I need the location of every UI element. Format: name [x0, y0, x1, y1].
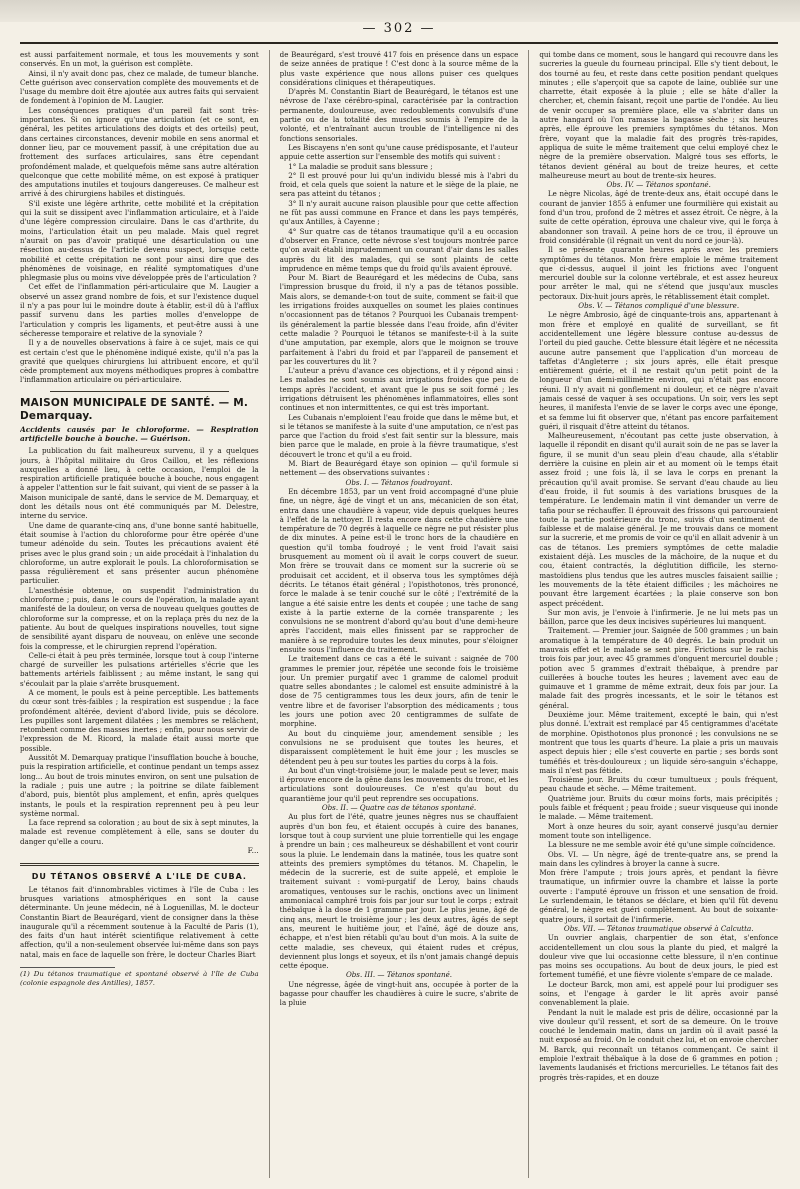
paragraph: Au bout du cinquième jour, amendement sensible ; les convulsions ne se produisent que toutes les heures, et disparaissent complètement le huit ème jour ; les muscles se détendent peu à peu sur toutes les parties du corps à la fois.: [279, 728, 519, 766]
paragraph: 1° La maladie se produit sans blessure ;: [288, 161, 433, 171]
paragraph: 2° Il est prouvé pour lui qu'un individu blessé mis à l'abri du froid, et cela quels que soient la nature et le siège de la plaie, ne sera pas atteint du tétanos ;: [279, 170, 519, 199]
footnote: (1) Du tétanos traumatique et spontané observé à l'île de Cuba (colonie espagnole des Antilles), 1857.: [20, 970, 259, 987]
paragraph: 3° Il n'y aurait aucune raison plausible pour que cette affection ne fût pas aussi commune en France et dans les pays tempérés, qu'aux Antilles, à Cayenne ;: [279, 198, 519, 227]
paragraph: Mort à onze heures du soir, ayant conservé jusqu'au dernier moment toute son intelligence.: [539, 821, 779, 840]
paragraph: Il se présente quarante heures après avec les premiers symptômes du tétanos. Mon frère emploie le même traitement que ci-dessus, auquel il joint les frictions avec l'onguent mercuriel double sur la colonne vertébrale, et est assez heureux pour arrêter le mal, qui ne s'étend que jusqu'aux muscles pectoraux. Dix-huit jours après, le rétablissement était complet.: [539, 245, 779, 301]
paragraph: Pendant la nuit le malade est pris de délire, occasionné par la vive douleur qu'il ressent, et sort de sa demeure. On le trouve couché le lendemain matin, dans un jardin où il avait passé la nuit exposé au froid. On le conduit chez lui, et on envoie chercher M. Barck, qui reconnaît un tétanos commençant. Ce saint il emploie l'extrait thébaïque à la dose de 6 grammes en potion ; lavements laudanisés et frictions mercurielles. Le tétanos fait des progrès très-rapides, et en douze: [539, 1007, 779, 1082]
section-divider: [20, 863, 259, 866]
section-divider: [50, 391, 229, 392]
paragraph: Celle-ci était à peu près terminée, lorsque tout à coup l'interne chargé de surveiller les pulsations artérielles s'écrie que les battements artériels faiblissent ; au même instant, le sang qui s'écoulait par la plaie s'arrête brusquement.: [20, 650, 259, 688]
paragraph: Le nègre Ambrosio, âgé de cinquante-trois ans, appartenant à mon frère et employé en qualité de surveillant, se fit accidentellement une légère blessure contuse au-dessus de l'orteil du pied gauche. Cette blessure était légère et ne nécessita aucune autre pansement que l'application d'un morceau de taffetas d'Angleterre ; six jours après, elle était presque entièrement guérie, et il ne restait qu'un petit point de la longueur d'un demi-millimètre environ, qui n'était pas encore réuni. Il n'y avait ni gonflement ni douleur, et ce nègre n'avait jamais cessé de vaquer à ses occupations. Un soir, vers les sept heures, il manifesta l'envie de se laver le corps avec une éponge, et sa femme lui fit observer que, n'étant pas encore parfaitement guéri, il risquait d'être atteint du tétanos.: [539, 310, 779, 431]
observation-heading: Obs. V. — Tétanos compliqué d'une blessure.: [578, 301, 740, 311]
page-number: — 302 —: [362, 21, 436, 36]
paragraph: Pour M. Biart de Beaurégard et les médecins de Cuba, sans l'impression brusque du froid, il n'y a pas de tétanos possible. Mais alors, se demande-t-on tout de suite, comment se fait-il que les irrigations froides auxquelles on soumet les plaies continues n'occasionnent pas de tétanos ? Pourquoi les Cubanais trempent-ils généralement la partie blessée dans l'eau froide, afin d'éviter cette maladie ? Pourquoi le tétanos se manifeste-t-il à la suite d'une amputation, par exemple, alors que le moignon se trouve parfaitement à l'abri du froid et par l'appareil de pansement et par les couvertures du lit ?: [279, 273, 519, 366]
paragraph: Les Cubanais n'emploient l'eau froide que dans le même but, et si le tétanos se manifeste à la suite d'une amputation, ce n'est pas parce que l'action du froid s'est fait sentir sur la blessure, mais bien parce que le malade, en proie à la fièvre traumatique, s'est découvert le tronc et qu'il a eu froid.: [279, 412, 519, 459]
column-1: [20, 50, 259, 1178]
footnote-rule: [20, 967, 115, 968]
section-title-tetanos: DU TÉTANOS OBSERVÉ A L'ILE DE CUBA.: [31, 872, 247, 882]
paragraph: Au bout d'un vingt-troisième jour, le malade peut se lever, mais il éprouve encore de la gêne dans les mouvements du tronc, et les articulations sont douloureuses. Ce n'est qu'au bout du quarantième jour qu'il peut reprendre ses occupations.: [279, 765, 519, 803]
paragraph: Cet effet de l'inflammation péri-articulaire que M. Laugier a observé un assez grand nombre de fois, et sur l'existence duquel il n'y a pas pour lui le moindre doute à établir, est-il dû à l'afflux passif survenu dans les parties molles d'enveloppe de l'articulation y compris les ligaments, et peut-être aussi à une sécheresse temporaire et relative de la synoviale ?: [20, 282, 259, 338]
observation-inline-heading: Obs. VI. — Un nègre, âgé de trente-quatre ans, se prend la main dans les cylindres à broyer la canne à sucre.: [539, 849, 779, 868]
paragraph: L'auteur a prévu d'avance ces objections, et il y répond ainsi : Les malades ne sont soumis aux irrigations froides que peu de temps après l'accident, et avant que le pus se soit formé ; les irrigations détruisent les phénomènes inflammatoires, elles sont continues et non intermittentes, ce qui est très important.: [279, 366, 519, 413]
observation-heading: Obs. II. — Quatre cas de tétanos spontané.: [321, 803, 477, 813]
paragraph: Traitement. — Premier jour. Saignée de 500 grammes ; un bain aromatique à la température de 40 degrés. Le bain produit un mauvais effet et le malade se sent pire. Frictions sur le rachis trois fois par jour, avec 45 grammes d'onguent mercuriel double ; potion avec 5 grammes d'extrait thébaïque, à prendre par cuillerées à bouche toutes les heures ; lavement avec eau de guimauve et 1 gramme de même extrait, deux fois par jour. La malade fait des progrès incessants, et le soir le tétanos est général.: [539, 626, 779, 710]
column-2: [280, 50, 519, 1178]
paragraph: 4° Sur quatre cas de tétanos traumatique qu'il a eu occasion d'observer en France, cette névrose s'est toujours montrée parce qu'on avait établi imprudemment un courant d'air dans les salles auprès du lit des malades, qui se sont plaints de cette imprudence en même temps que du froid qu'ils avaient éprouvé.: [279, 226, 519, 273]
paragraph: Une dame de quarante-cinq ans, d'une bonne santé habituelle, était soumise à l'action du chloroforme pour être opérée d'une tumeur adénoïde du sein. Toutes les précautions avaient été prises avec le plus grand soin ; un aide procédait à l'inhalation du chloroforme, un autre explorait le pouls. La chloroformisation se passa régulièrement et sans présenter aucun phénomène particulier.: [20, 520, 259, 586]
paragraph: Les Biscayens n'en sont qu'une cause prédisposante, et l'auteur appuie cette assertion sur l'ensemble des motifs qui suivent :: [279, 142, 519, 162]
paragraph: Le nègre Nicolas, âgé de trente-deux ans, était occupé dans le courant de janvier 1855 à enfumer une fourmilière qui existait au fond d'un trou, profond de 2 mètres et assez étroit. Ce nègre, à la suite de cette opération, éprouva une chaleur vive, qui le força à abandonner son travail. A peine hors de ce trou, il éprouve un froid considérable (il régnait un vent du nord ce jour-là).: [539, 189, 779, 245]
paragraph: de Beaurégard, s'est trouvé 417 fois en présence dans un espace de seize années de pratique ! C'est donc à la source même de la plus vaste expérience que nous allons puiser ces quelques considérations cliniques et thérapeutiques.: [279, 50, 519, 87]
paragraph: Une négresse, âgée de vingt-huit ans, occupée à porter de la bagasse pour chauffer les chaudières à cuire le sucre, s'abrite de la pluie: [279, 979, 519, 1008]
paragraph: La blessure ne me semble avoir été qu'une simple coïncidence.: [547, 840, 776, 850]
text-columns: [20, 50, 778, 1178]
paragraph: A ce moment, le pouls est à peine perceptible. Les battements du cœur sont très-faibles ; la respiration est suspendue ; la face profondément altérée, devient d'abord livide, puis se décolore. Les pupilles sont largement dilatées ; les membres se relâchent, retombent comme des masses inertes ; enfin, pour nous servir de l'expression de M. Ricord, la malade était aussi morte que possible.: [20, 688, 259, 753]
section-subtitle: Accidents causés par le chloroforme. — Respiration artificielle bouche à bouche. — Guérison.: [20, 424, 259, 443]
column-separator: [269, 50, 270, 1178]
section-title-maison: MAISON MUNICIPALE DE SANTÉ. — M. Demarquay.: [20, 396, 249, 422]
paragraph: Troisième jour. Bruits du cœur tumultueux ; pouls fréquent, peau chaude et sèche. — Même traitement.: [539, 775, 779, 794]
paragraph: Deuxième jour. Même traitement, excepté le bain, qui n'est plus donné. L'extrait est remplacé par 45 centigrammes d'acétate de morphine. Opisthotonos plus prononcé ; les convulsions ne se montrent que tous les quarts d'heure. La plaie a pris un mauvais aspect depuis hier ; elle s'est couverte en partie ; ses bords sont tuméfiés et très-douloureux ; un liquide séro-sanguin s'échappe, mais il n'est pas fétide.: [539, 710, 779, 775]
paragraph: Aussitôt M. Demarquay pratique l'insufflation bouche à bouche, puis la respiration artificielle, et continue pendant un temps assez long... Au bout de trois minutes environ, on sent une pulsation de la radiale ; puis une autre ; la poitrine se dilate faiblement d'abord, puis, bientôt plus amplement, et enfin, après quelques instants, le pouls et la respiration reprennent peu à peu leur système normal.: [20, 753, 259, 818]
paragraph: M. Biart de Beaurégard étaye son opinion — qu'il formule si nettement — des observations suivantes :: [279, 459, 519, 478]
observation-heading: Obs. I. — Tétanos foudroyant.: [345, 477, 453, 487]
paragraph: La face reprend sa coloration ; au bout de six à sept minutes, la malade est revenue complètement à elle, sans se douter du danger qu'elle a couru.: [20, 818, 259, 846]
paragraph: Les conséquences pratiques d'un pareil fait sont très-importantes. Si on ignore qu'une articulation (et ce sont, en général, les petites articulations des doigts et des orteils) peut, dans certaines circonstances, devenir mobile en sens anormal et donner lieu, par ce mouvement passif, à une crépitation due au frottement des surfaces articulaires, sans être cependant profondément malade, et quelquefois même sans autre altération quelconque que cette mobilité même, on est exposé à pratiquer des amputations inutiles et toujours dangereuses. Ce malheur est arrivé à des chirurgiens habiles et distingués.: [20, 105, 259, 199]
paragraph: Mon frère l'ampute ; trois jours après, et pendant la fièvre traumatique, un infirmier ouvre la chambre et laisse la porte ouverte : l'amputé éprouve un frisson et une sensation de froid. Le surlendemain, le tétanos se déclare, et bien qu'il fût devenu général, le nègre est guéri complètement. Au bout de soixante-quatre jours, il sortait de l'infirmerie.: [539, 868, 779, 924]
paragraph: Malheureusement, n'écoutant pas cette juste observation, à laquelle il répondit en disant qu'il aurait soin de ne pas se laver la figure, il se munit d'un seau plein d'eau chaude, alla s'établir derrière la cuisine en plein air et au moment où le temps était assez froid ; une fois là, il se lava le corps en prenant la précaution qu'il avait promise. Se servant d'eau chaude au lieu d'eau froide, il fut soumis à des variations brusques de la température. Le lendemain matin il vint demander un verre de tafia pour se réchauffer. Il éprouvait des frissons qui parcouraient toute la partie postérieure du tronc, suivis d'un sentiment de faiblesse et de malaise général. Je me trouvais dans ce moment sur la sucrerie, et me promis de voir ce qu'il en allait advenir à un cas de tétanos. Les premiers symptômes de cette maladie existaient déjà. Les muscles de la mâchoire, de la nuque et du cou, étaient contractés, la déglutition difficile, les sterno-mastoïdiens plus tendus que les autres muscles faisaient saillie ; les mouvements de la tête étaient difficiles ; les mâchoires ne pouvant être largement écartées ; la plaie conserve son bon aspect précédent.: [539, 431, 779, 608]
paragraph: L'anesthésie obtenue, on suspendit l'administration du chloroforme ; puis, dans le cours de l'opération, la malade ayant manifesté de la douleur, on versa de nouveau quelques gouttes de chloroforme sur la compresse, et on la replaça près du nez de la patiente. Au bout de quelques inspirations nouvelles, tout signe de sensibilité ayant disparu de nouveau, on enlève une seconde fois la compresse, et le chirurgien reprend l'opération.: [20, 585, 259, 651]
paragraph: D'après M. Constantin Biart de Beaurégard, le tétanos est une névrose de l'axe cérébro-spinal, caractérisée par la contraction permanente, douloureuse, avec redoublements convulsifs d'une partie ou de la totalité des muscles soumis à l'empire de la volonté, et n'entraînant aucun trouble de l'intelligence ni des fonctions sensoriales.: [279, 87, 519, 143]
paragraph: Le tétanos fait d'innombrables victimes à l'île de Cuba : les brusques variations atmosphériques en sont la cause déterminante. Un jeune médecin, né à Loguenillas, M. le docteur Constantin Biart de Beaurégard, vient de consigner dans la thèse inaugurale qu'il a récemment soutenue à la Faculté de Paris (1), des faits d'un haut intérêt scientifique relativement à cette affection, qu'il a non-seulement observée lui-même dans son pays natal, mais en face de laquelle son frère, le docteur Charles Biart: [20, 884, 259, 959]
observation-heading: Obs. IV. — Tétanos spontané.: [606, 180, 711, 190]
column-separator: [528, 50, 529, 1178]
paragraph: En décembre 1853, par un vent froid accompagné d'une pluie fine, un nègre, âgé de vingt et un ans, mécanicien de son état, entra dans une chaudière à vapeur, vide depuis quelques heures à l'effet de la nettoyer. Il resta encore dans cette chaudière une température de 70 degrés à laquelle ce nègre ne put résister plus de dix minutes. A peine est-il le tronc hors de la chaudière en question qu'il tomba foudroyé ; le vent froid l'avait saisi brusquement au moment où il avait le corps couvert de sueur. Mon frère se trouvait dans ce moment sur la sucrerie où se produisait cet accident, et il observa tous les symptômes déjà décrits. Le tétanos était général ; l'opisthotonos, très prononcé, force le malade à se tenir couché sur le côté ; l'extrémité de la langue a été saisie entre les dents et coupée ; une tache de sang existe à la partie externe de la cornée transparente ; les convulsions ne se montrent d'abord qu'au bout d'une demi-heure après l'accident, mais elles finissent par se rapprocher de manière à se reproduire toutes les deux minutes, pour s'éloigner ensuite sous l'influence du traitement.: [279, 486, 519, 654]
page-header: [20, 12, 778, 44]
paragraph: Il y a de nouvelles observations à faire à ce sujet, mais ce qui est certain c'est que le phénomène indiqué existe, qu'il n'a pas la gravité que quelques chirurgiens lui attribuent encore, et qu'il cède promptement aux moyens méthodiques propres à combattre l'inflammation articulaire ou péri-articulaire.: [20, 338, 259, 385]
paragraph: Sur mon avis, je l'envoie à l'infirmerie. Je ne lui mets pas un bâillon, parce que les deux incisives supérieures lui manquent.: [539, 607, 779, 627]
observation-heading: Obs. III. — Tétanos spontané.: [345, 970, 453, 980]
paragraph: Le docteur Barck, mon ami, est appelé pour lui prodiguer ses soins, et l'engage à garder le lit après avoir pansé convenablement la plaie.: [539, 979, 779, 1008]
paragraph: Le traitement dans ce cas a été le suivant : saignée de 700 grammes le premier jour, répétée une seconde fois le troisième jour. Un premier purgatif avec 1 gramme de calomel produit quatre selles abondantes ; le calomel est ensuite administré à la dose de 75 centigrammes tous les deux jours, afin de tenir le ventre libre et de favoriser l'absorption des médicaments ; tous les jours une potion avec 20 centigrammes de sulfate de morphine.: [279, 654, 519, 729]
paragraph: Un ouvrier anglais, charpentier de son état, s'enfonce accidentellement un clou sous la plante du pied, et malgré la douleur vive que lui occasionne cette blessure, il n'en continue pas moins ses occupations. Au bout de deux jours, le pied est fortement tuméfié, et une fièvre violente s'empare de ce malade.: [539, 933, 779, 980]
column-3: [539, 50, 778, 1178]
paragraph: S'il existe une légère arthrite, cette mobilité et la crépitation qui la suit se dissipent avec l'inflammation articulaire, et à l'aide d'une légère compression circulaire. Dans le cas d'arthrite, du moins, l'articulation était un peu malade. Mais quel regret n'aurait on pas d'avoir pratiqué une désarticulation ou une résection au-dessus de l'article devenu suspect, lorsque cette mobilité et cette crépitation ne sont pour ainsi dire que des phénomènes de voisinage, en réalité symptomatiques d'une phlegmasie plus ou moins vive développée près de l'articulation ?: [20, 198, 259, 283]
paragraph: Au plus fort de l'été, quatre jeunes nègres nus se chauffaient auprès d'un bon feu, et étaient occupés à cuire des bananes, lorsque tout à coup survient une pluie torrentielle qui les engage à prendre un bain ; ces malheureux se déshabillent et vont courir sous la pluie. Le lendemain dans la matinée, tous les quatre sont atteints des premiers symptômes du tétanos. M. Chapelin, le médecin de la sucrerie, est de suite appelé, et emploie le traitement suivant : vomi-purgatif de Leroy, bains chauds aromatiques, ventouses sur le rachis, onctions avec un liniment ammoniacal camphré trois fois par jour sur tout le corps ; extrait thébaïque à la dose de 1 gramme par jour. Le plus jeune, âgé de cinq ans, meurt le troisième jour ; les deux autres, âgés de sept ans, meurent le huitième jour, et l'aîné, âgé de douze ans, échappe, et n'est bien rétabli qu'au bout d'un mois. A la suite de cette maladie, ses cheveux, qui étaient rudes et crépus, deviennent plus longs et soyeux, et ils n'ont jamais changé depuis cette époque.: [279, 812, 519, 971]
paragraph: qui tombe dans ce moment, sous le hangard qui recouvre dans les sucreries la gueule du fourneau principal. Elle s'y tient debout, le dos tourné au feu, et reste dans cette position pendant quelques minutes ; elle s'aperçoit que sa capote de laine, oubliée sur une charrette, était exposée à la pluie ; elle se hâte d'aller la chercher, et, chemin faisant, reçoit une partie de l'ondée. Au lieu de venir occuper sa première place, elle va s'abriter dans un autre hangard où l'on ramasse la bagasse sèche ; six heures après, elle éprouve les premiers symptômes du tétanos. Mon frère, voyant que la maladie fait des progrès très-rapides, appliqua de suite le même traitement que celui employé chez le nègre de la première observation. Malgré tous ses efforts, le tétanos devient général au bout de treize heures, et cette malheureuse meurt au bout de trente-six heures.: [539, 50, 779, 180]
paragraph: Quatrième jour. Bruits du cœur moins forts, mais précipités ; pouls faible et fréquent ; peau froide ; sueur visqueuse qui inonde le malade. — Même traitement.: [539, 793, 779, 822]
paragraph: La publication du fait malheureux survenu, il y a quelques jours, à l'hôpital militaire du Gros Caillou, et les réflexions auxquelles a donné lieu, à cette occasion, l'emploi de la respiration artificielle pratiquée bouche à bouche, nous engagent à appeler l'attention sur le fait suivant, qui vient de se passer à la Maison municipale de santé, dans le service de M. Demarquay, et dont les détails nous ont été communiqués par M. Delestre, interne du service.: [20, 446, 259, 521]
paragraph: Ainsi, il n'y avait donc pas, chez ce malade, de tumeur blanche. Cette guérison avec conservation complète des mouvements et de l'usage du membre doit être ajoutée aux autres faits qui servaient de fondement à l'opinion de M. Laugier.: [20, 68, 259, 106]
paragraph: est aussi parfaitement normale, et tous les mouvements y sont conservés. En un mot, la guérison est complète.: [20, 50, 259, 69]
observation-heading: Obs. VII. — Tétanos traumatique observé à Calcutta.: [563, 923, 754, 933]
section-signature: F...: [247, 846, 259, 856]
